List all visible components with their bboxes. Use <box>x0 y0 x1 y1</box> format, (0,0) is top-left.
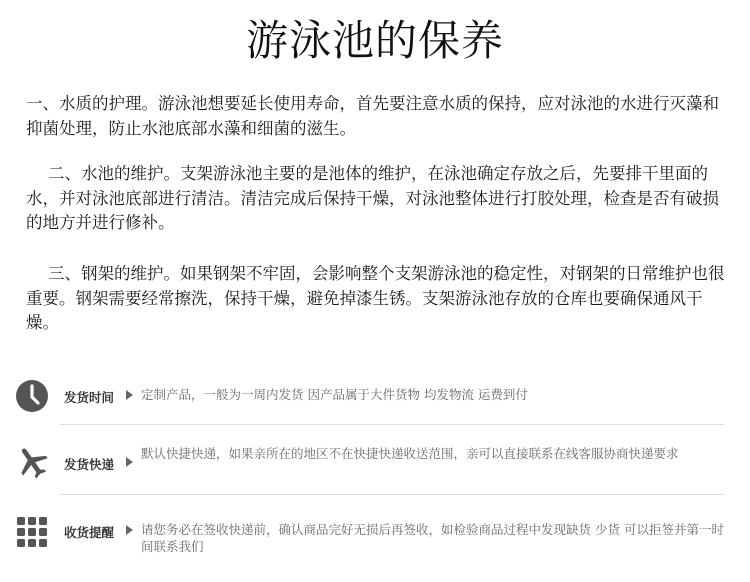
info-label: 收货提醒 <box>64 525 115 540</box>
triangle-right-icon <box>126 525 133 535</box>
airplane-icon <box>14 444 50 480</box>
divider <box>60 494 724 495</box>
info-text: 请您务必在签收快递前，确认商品完好无损后再签收，如检验商品过程中发现缺货 少货 可以拒签并第一时间联系我们 <box>141 522 724 554</box>
clock-icon <box>14 378 50 414</box>
divider <box>60 424 724 425</box>
triangle-right-icon <box>126 457 133 467</box>
info-text: 默认快捷快递，如果亲所在的地区不在快捷快递收送范围，亲可以直接联系在线客服协商快递要求 <box>141 446 679 461</box>
info-row-courier <box>14 440 736 490</box>
page-title: 游泳池的保养 <box>245 16 504 65</box>
paragraph-water-quality: 一、水质的护理。游泳池想要延长使用寿命，首先要注意水质的保持，应对泳池的水进行灭藻和抑菌处理，防止水池底部水藻和细菌的滋生。 <box>26 94 719 138</box>
paragraph-pool-maintenance <box>26 162 726 236</box>
info-label: 发货快递 <box>64 457 115 472</box>
info-row-receipt-reminder <box>14 512 736 564</box>
paragraph-text: 三、钢架的维护。如果钢架不牢固，会影响整个支架游泳池的稳定性，对钢架的日常维护也很重要。钢架需要经常擦洗，保持干燥，避免掉漆生锈。支架游泳池存放的仓库也要确保通风干燥。 <box>26 264 725 332</box>
grid-icon <box>14 514 50 550</box>
info-text: 定制产品，一般为一周内发货 因产品属于大件货物 均发物流 运费到付 <box>141 387 528 402</box>
triangle-right-icon <box>126 390 133 400</box>
info-row-shipping-time <box>14 378 736 418</box>
paragraph-frame-maintenance <box>26 262 726 336</box>
paragraph-text: 二、水池的维护。支架游泳池主要的是池体的维护，在泳池确定存放之后，先要排干里面的水，并对泳池底部进行清洁。清洁完成后保持干燥，对泳池整体进行打胶处理，检查是否有破损的地方并进行修补。 <box>26 164 719 232</box>
info-label: 发货时间 <box>64 390 115 405</box>
